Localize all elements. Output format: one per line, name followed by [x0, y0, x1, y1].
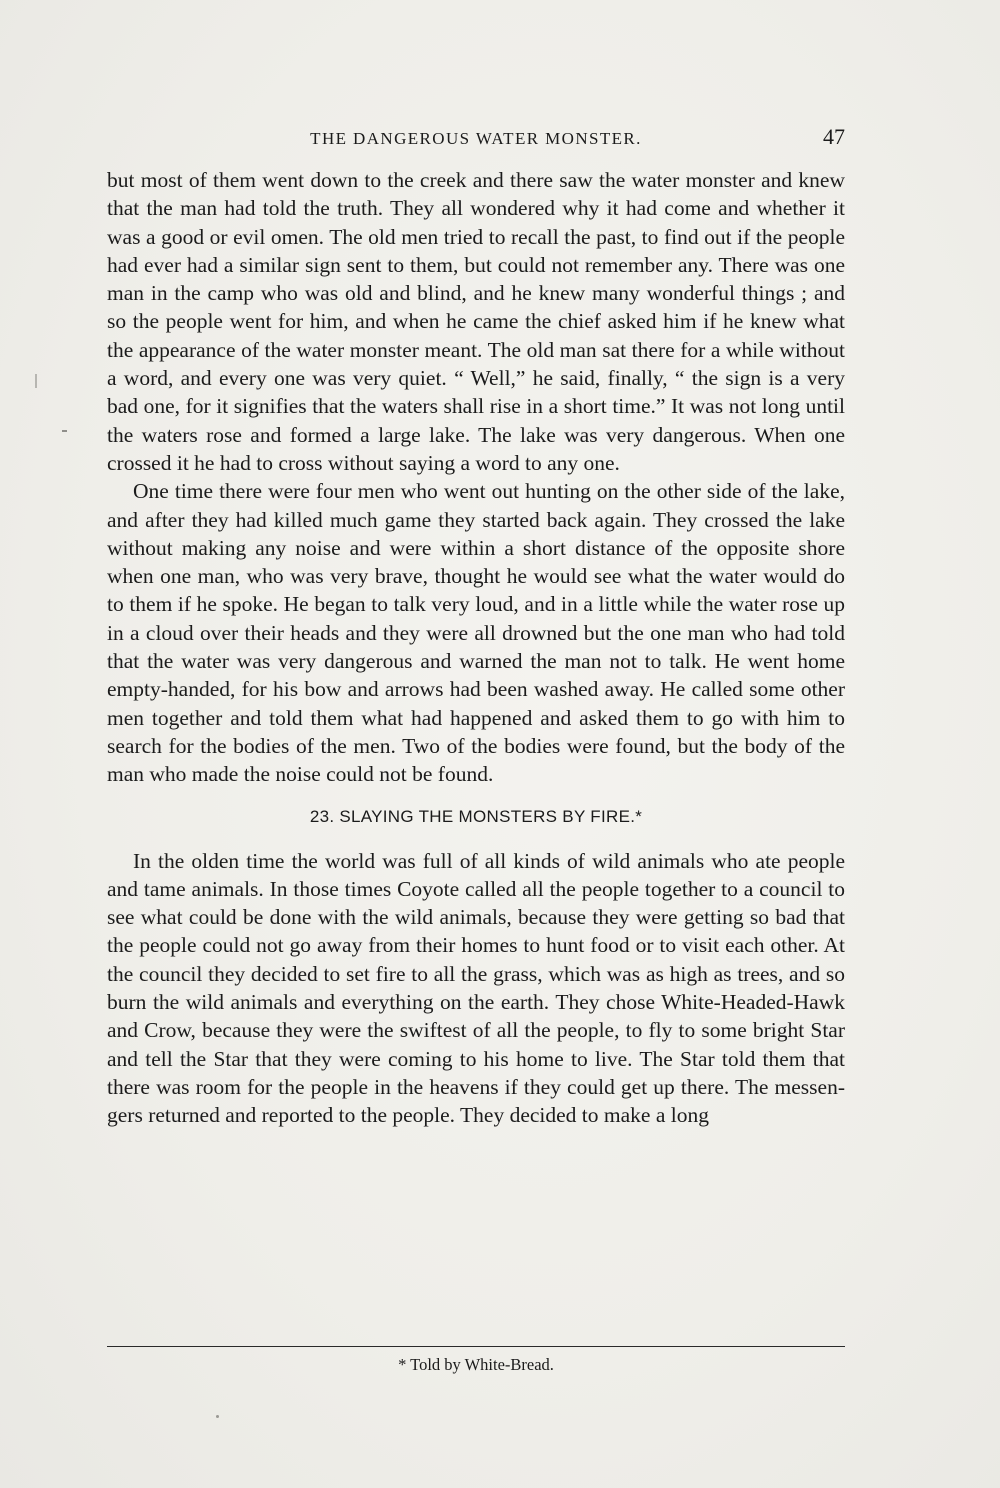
margin-speck: [35, 374, 37, 388]
section-heading: 23. SLAYING THE MONSTERS BY FIRE.*: [309, 806, 643, 826]
paragraph-hunters: One time there were four men who went out hunting on the other side of the lake, and after they had killed much game they started back again. They crossed the lake without making any noise and were within a short distance of the opposite shore when one man, who was very brave, thought he would see what the water would do to them if he spoke. He began to talk very loud, and in a little while the water rose up in a cloud over their heads and they were all drowned but the one man who had told that the water was very dangerous and warned the man not to talk. He went home empty-handed, for his bow and arrows had been washed away. He called some other men together and told them what had happened and asked them to go with him to search for the bodies of the men. Two of the bodies were found, but the body of the man who made the noise could not be found.: [107, 479, 845, 787]
footnote-divider: [107, 1346, 845, 1347]
footnote: * Told by White-Bread.: [398, 1355, 554, 1374]
running-title: THE DANGEROUS WATER MONSTER.: [310, 129, 642, 148]
running-head: [107, 124, 845, 154]
margin-speck: [216, 1415, 219, 1418]
paragraph-continuation: but most of them went down to the creek and there saw the water monster and knew that the man had told the truth. They all wondered why it had come and whether it was a good or evil omen. The old men tried to recall the past, to find out if the people had ever had a similar sign sent to them, but could not remember any. There was one man in the camp who was old and blind, and he knew many wonderful things ; and so the people went for him, and when he came the chief asked him if he knew what the appearance of the water monster meant. The old man sat there for a while without a word, and every one was very quiet. “ Well,” he said, finally, “ the sign is a very bad one, for it signifies that the waters shall rise in a short time.” It was not long until the waters rose and formed a large lake. The lake was very dangerous. When one crossed it he had to cross without saying a word to any one.: [107, 168, 845, 475]
paragraph-olden-time: In the olden time the world was full of all kinds of wild animals who ate people and tame animals. In those times Coyote called all the people together to a council to see what could be done with the wild animals, because they were getting so bad that the people could not go away from their homes to hunt food or to visit each other. At the council they decided to set fire to all the grass, which was as high as trees, and so burn the wild animals and everything on the earth. They chose White-Headed-Hawk and Crow, because they were the swiftest of all the people, to fly to some bright Star and tell the Star that they were coming to his home to live. The Star told them that there was room for the people in the heavens if they could get up there. The messengers returned and reported to the people. They decided to make a long: [107, 848, 845, 1128]
body-text: [107, 166, 845, 1130]
page-number: 47: [823, 124, 845, 149]
margin-speck: [62, 430, 67, 432]
